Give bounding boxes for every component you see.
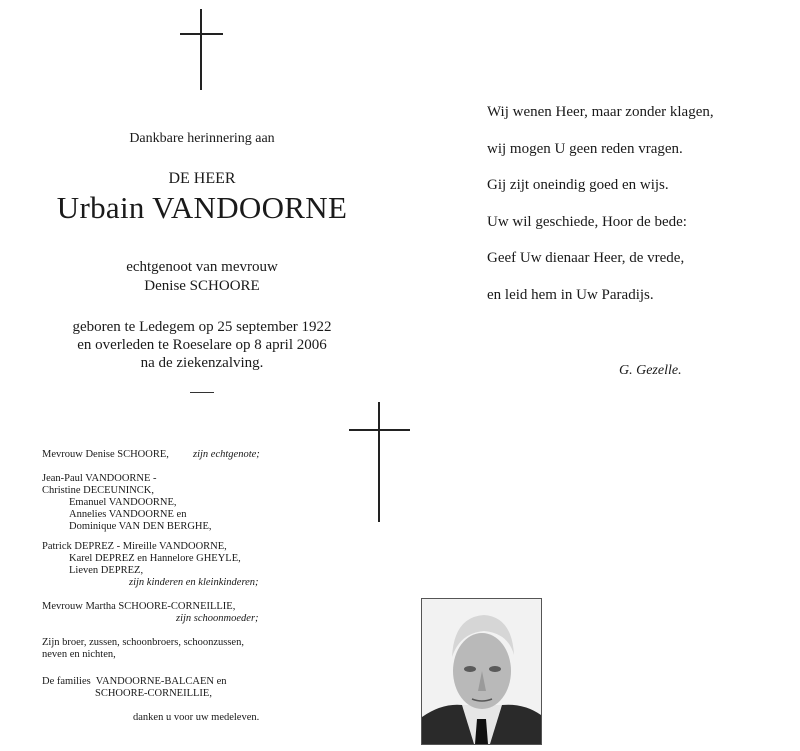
poem-line: Gij zijt oneindig goed en wijs. bbox=[487, 177, 669, 193]
portrait-photo bbox=[421, 598, 542, 745]
family-line: Jean-Paul VANDOORNE - bbox=[42, 473, 157, 484]
siblings-line: Zijn broer, zussen, schoonbroers, schoonzussen, bbox=[42, 637, 244, 648]
families-line: SCHOORE-CORNEILLIE, bbox=[95, 688, 212, 699]
deceased-name: Urbain VANDOORNE bbox=[56, 190, 348, 225]
poem-line: en leid hem in Uw Paradijs. bbox=[487, 287, 654, 303]
children-role: zijn kinderen en kleinkinderen; bbox=[129, 577, 259, 588]
life-dates bbox=[0, 318, 404, 372]
life-line: geboren te Ledegem op 25 september 1922 bbox=[72, 319, 332, 335]
mother-in-law-role: zijn schoonmoeder; bbox=[176, 613, 259, 624]
family-line: Karel DEPREZ en Hannelore GHEYLE, bbox=[69, 553, 241, 564]
poem-line: Uw wil geschiede, Hoor de bede: bbox=[487, 214, 687, 230]
divider bbox=[190, 392, 214, 393]
family-line: Christine DECEUNINCK, bbox=[42, 485, 154, 496]
family-line: Annelies VANDOORNE en bbox=[69, 509, 187, 520]
title-text: DE HEER bbox=[168, 170, 236, 187]
intro-text: Dankbare herinnering aan bbox=[129, 131, 275, 146]
portrait-illustration bbox=[422, 599, 541, 744]
mother-in-law: Mevrouw Martha SCHOORE-CORNEILLIE, bbox=[42, 601, 236, 612]
life-line: na de ziekenzalving. bbox=[140, 355, 264, 371]
family-line: Dominique VAN DEN BERGHE, bbox=[69, 521, 212, 532]
family-line: Emanuel VANDOORNE, bbox=[69, 497, 177, 508]
spouse-line-1: echtgenoot van mevrouw bbox=[126, 259, 278, 275]
family-line: Patrick DEPREZ - Mireille VANDOORNE, bbox=[42, 541, 227, 552]
families-line: De families VANDOORNE-BALCAEN en bbox=[42, 676, 227, 687]
life-line: en overleden te Roeselare op 8 april 2006 bbox=[77, 337, 327, 353]
poem-line: Geef Uw dienaar Heer, de vrede, bbox=[487, 250, 685, 266]
poem-line: wij mogen U geen reden vragen. bbox=[487, 141, 683, 157]
poem-author: G. Gezelle. bbox=[619, 363, 682, 378]
siblings-line: neven en nichten, bbox=[42, 649, 116, 660]
poem-line: Wij wenen Heer, maar zonder klagen, bbox=[487, 104, 714, 120]
wife-name: Mevrouw Denise SCHOORE, bbox=[42, 449, 169, 460]
spouse-line-2: Denise SCHOORE bbox=[144, 278, 260, 294]
wife-role: zijn echtgenote; bbox=[193, 449, 260, 460]
thanks-text: danken u voor uw medeleven. bbox=[133, 712, 260, 723]
family-line: Lieven DEPREZ, bbox=[69, 565, 144, 576]
